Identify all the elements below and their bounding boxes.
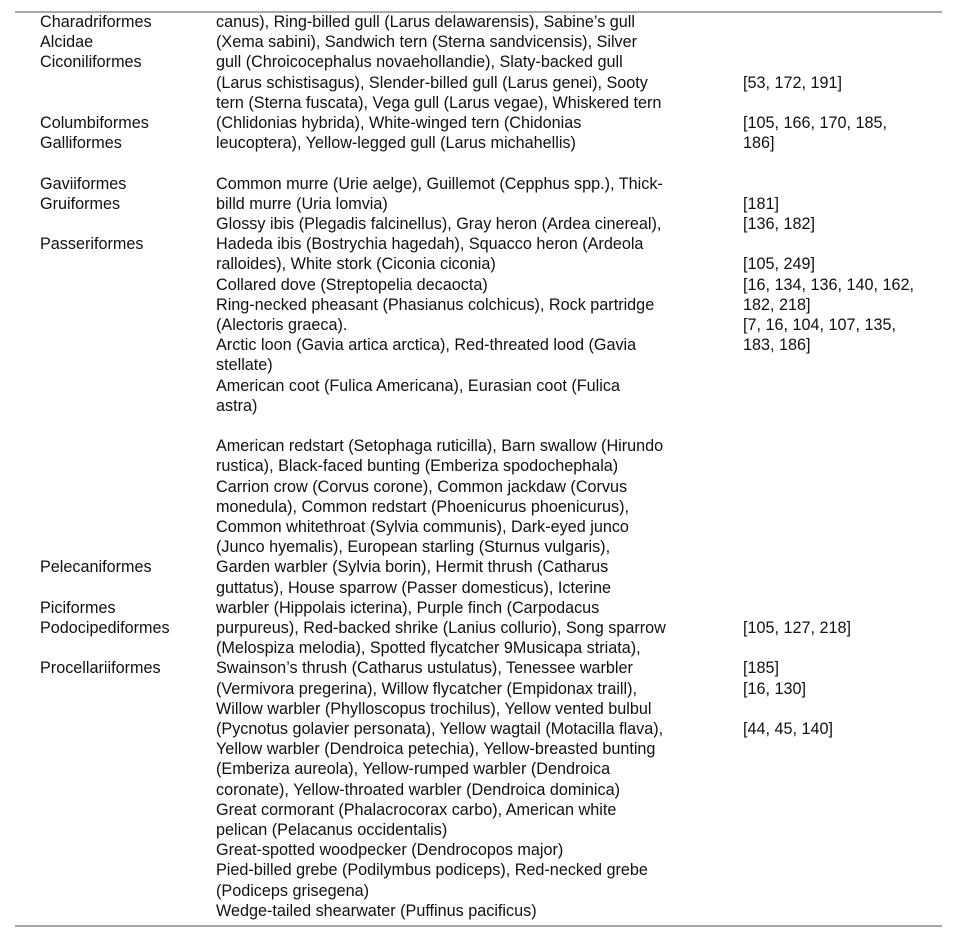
reference-line: [105, 249] — [743, 255, 816, 274]
order-name: Galliformes — [40, 134, 122, 153]
species-line: astra) — [216, 396, 258, 415]
reference-line: [105, 127, 218] — [743, 619, 852, 637]
reference-line: [44, 45, 140] — [743, 720, 834, 738]
order-name: Alcidae — [40, 33, 94, 52]
species-line: leucoptera), Yellow-legged gull (Larus michahellis) — [216, 134, 576, 153]
species-line: gull (Chroicocephalus novaehollandie), Slaty-backed gull — [216, 53, 623, 72]
order-name: Passeriformes — [40, 235, 144, 254]
species-line: (Larus schistisagus), Slender-billed gull (Larus genei), Sooty — [216, 73, 648, 92]
species-line: Garden warbler (Sylvia borin), Hermit thrush (Catharus — [216, 558, 609, 577]
species-line: rustica), Black-faced bunting (Emberiza spodochephala) — [216, 457, 619, 476]
species-line: Great cormorant (Phalacrocorax carbo), American white — [216, 800, 617, 819]
reference-line: 186] — [743, 134, 775, 153]
species-line: (Junco hyemalis), European starling (Sturnus vulgaris), — [216, 538, 611, 557]
order-name: Procellariiformes — [40, 659, 161, 678]
reference-line: [16, 134, 136, 140, 162, — [743, 275, 915, 294]
species-line: (Xema sabini), Sandwich tern (Sterna sandvicensis), Silver — [216, 33, 638, 52]
order-name: Pelecaniformes — [40, 558, 152, 577]
species-line: coronate), Yellow-throated warbler (Dendroica dominica) — [216, 780, 620, 799]
reference-line: [181] — [743, 194, 780, 213]
species-line: Glossy ibis (Plegadis falcinellus), Gray heron (Ardea cinereal), — [216, 215, 662, 233]
reference-line: [7, 16, 104, 107, 135, — [743, 316, 897, 334]
species-line: American coot (Fulica Americana), Eurasian coot (Fulica — [216, 376, 620, 395]
order-name: Ciconiliformes — [40, 53, 142, 72]
species-line: monedula), Common redstart (Phoenicurus phoenicurus), — [216, 497, 629, 516]
species-line: (Melospiza melodia), Spotted flycatcher 9Musicapa striata), — [216, 639, 641, 658]
order-name: Gaviiformes — [40, 174, 127, 193]
species-line: (Vermivora pregerina), Willow flycatcher (Empidonax traill), — [216, 679, 638, 698]
species-line: Hadeda ibis (Bostrychia hagedah), Squacco heron (Ardeola — [216, 235, 644, 254]
species-line: (Chlidonias hybrida), White-winged tern (Chidonias — [216, 114, 582, 132]
species-line: (Alectoris graeca). — [216, 316, 348, 334]
reference-line: [53, 172, 191] — [743, 73, 843, 92]
species-line: Yellow warbler (Dendroica petechia), Yellow-breasted bunting — [216, 740, 656, 759]
species-line: Common murre (Urie aelge), Guillemot (Cepphus spp.), Thick- — [216, 174, 663, 193]
species-line: Common whitethroat (Sylvia communis), Dark-eyed junco — [216, 518, 629, 536]
species-line: Swainson’s thrush (Catharus ustulatus), Tenessee warbler — [216, 659, 633, 678]
species-line: (Pycnotus golavier personata), Yellow wagtail (Motacilla flava), — [216, 720, 664, 738]
species-line: (Podiceps grisegena) — [216, 881, 369, 900]
order-name: Charadriformes — [40, 13, 152, 31]
species-line: tern (Sterna fuscata), Vega gull (Larus vegae), Whiskered tern — [216, 93, 662, 112]
species-line: American redstart (Setophaga ruticilla), Barn swallow (Hirundo — [216, 437, 664, 456]
reference-line: [185] — [743, 659, 780, 678]
species-line: Great-spotted woodpecker (Dendrocopos major) — [216, 841, 564, 860]
order-name: Podocipediformes — [40, 619, 170, 637]
reference-line: [105, 166, 170, 185, — [743, 114, 888, 132]
species-line: Arctic loon (Gavia artica arctica), Red-threated lood (Gavia — [216, 336, 637, 355]
species-line: pelican (Pelacanus occidentalis) — [216, 821, 448, 839]
species-line: ralloides), White stork (Ciconia ciconia) — [216, 255, 496, 274]
species-line: Carrion crow (Corvus corone), Common jackdaw (Corvus — [216, 477, 628, 496]
reference-line: [16, 130] — [743, 679, 807, 698]
species-line: Wedge-tailed shearwater (Puffinus pacificus) — [216, 901, 537, 920]
order-name: Gruiformes — [40, 194, 121, 213]
species-line: canus), Ring-billed gull (Larus delawarensis), Sabine’s gull — [216, 13, 635, 31]
species-line: warbler (Hippolais icterina), Purple finch (Carpodacus — [216, 598, 600, 617]
reference-line: 182, 218] — [743, 295, 811, 314]
reference-line: 183, 186] — [743, 336, 811, 355]
species-line: purpureus), Red-backed shrike (Lanius collurio), Song sparrow — [216, 619, 666, 637]
species-line: stellate) — [216, 356, 273, 375]
species-line: guttatus), House sparrow (Passer domesticus), Icterine — [216, 578, 611, 597]
reference-line: [136, 182] — [743, 215, 816, 233]
species-line: Collared dove (Streptopelia decaocta) — [216, 275, 488, 294]
order-name: Piciformes — [40, 598, 116, 617]
table-bottom-rule — [15, 925, 942, 927]
species-line: (Emberiza aureola), Yellow-rumped warbler (Dendroica — [216, 760, 611, 779]
species-line: Ring-necked pheasant (Phasianus colchicus), Rock partridge — [216, 295, 655, 314]
order-name: Columbiformes — [40, 114, 149, 132]
species-line: Willow warbler (Phylloscopus trochilus), Yellow vented bulbul — [216, 699, 652, 718]
species-line: billd murre (Uria lomvia) — [216, 194, 388, 213]
species-line: Pied-billed grebe (Podilymbus podiceps), Red-necked grebe — [216, 861, 648, 880]
